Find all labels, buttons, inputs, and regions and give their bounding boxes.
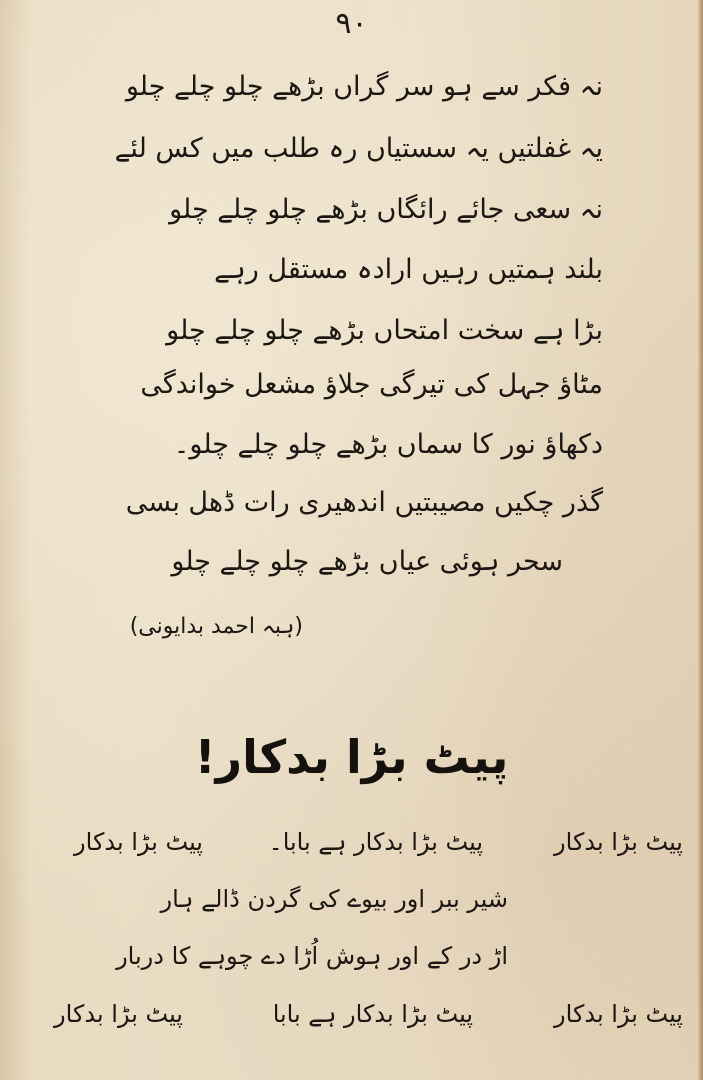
poem-line-6: مٹاؤ جہل کی تیرگی جلاؤ مشعل خواندگی <box>140 369 603 400</box>
refrain-middle: پیٹ بڑا بدکار ہے بابا۔ <box>268 828 483 856</box>
poem-line-9: سحر ہوئی عیاں بڑھے چلو چلے چلو <box>171 546 563 577</box>
poem2-line-3: اڑ در کے اور ہوش اُڑا دے چوہے کا دربار <box>116 942 508 970</box>
page-edge-shadow <box>697 0 703 1080</box>
poem-title: پیٹ بڑا بدکار! <box>194 730 509 784</box>
poem-line-2: یہ غفلتیں یہ سستیاں رہ طلب میں کس لئے <box>114 133 603 164</box>
poem-line-1: نہ فکر سے ہو سر گراں بڑھے چلو چلے چلو <box>125 71 603 102</box>
poem-line-8: گذر چکیں مصیبتیں اندھیری رات ڈھل بسی <box>125 487 603 518</box>
poem2-line-2: شیر ببر اور بیوے کی گردن ڈالے ہار <box>160 885 508 913</box>
refrain-middle-2: پیٹ بڑا بدکار ہے بابا <box>272 1000 473 1028</box>
poem-line-3: نہ سعی جائے رائگاں بڑھے چلو چلے چلو <box>169 194 603 225</box>
poem-line-5: بڑا ہے سخت امتحاں بڑھے چلو چلے چلو <box>166 315 603 346</box>
poem-attribution: (ہبہ احمد بدایونی) <box>129 614 303 639</box>
page-number: ۹۰ <box>335 6 368 41</box>
poem-line-7: دکھاؤ نور کا سماں بڑھے چلو چلے چلو۔ <box>173 429 603 460</box>
refrain-left: پیٹ بڑا بدکار <box>74 828 203 856</box>
poem-line-4: بلند ہمتیں رہیں ارادہ مستقل رہے <box>214 254 603 285</box>
refrain-right-2: پیٹ بڑا بدکار <box>554 1000 683 1028</box>
refrain-right: پیٹ بڑا بدکار <box>554 828 683 856</box>
refrain-left-2: پیٹ بڑا بدکار <box>54 1000 183 1028</box>
